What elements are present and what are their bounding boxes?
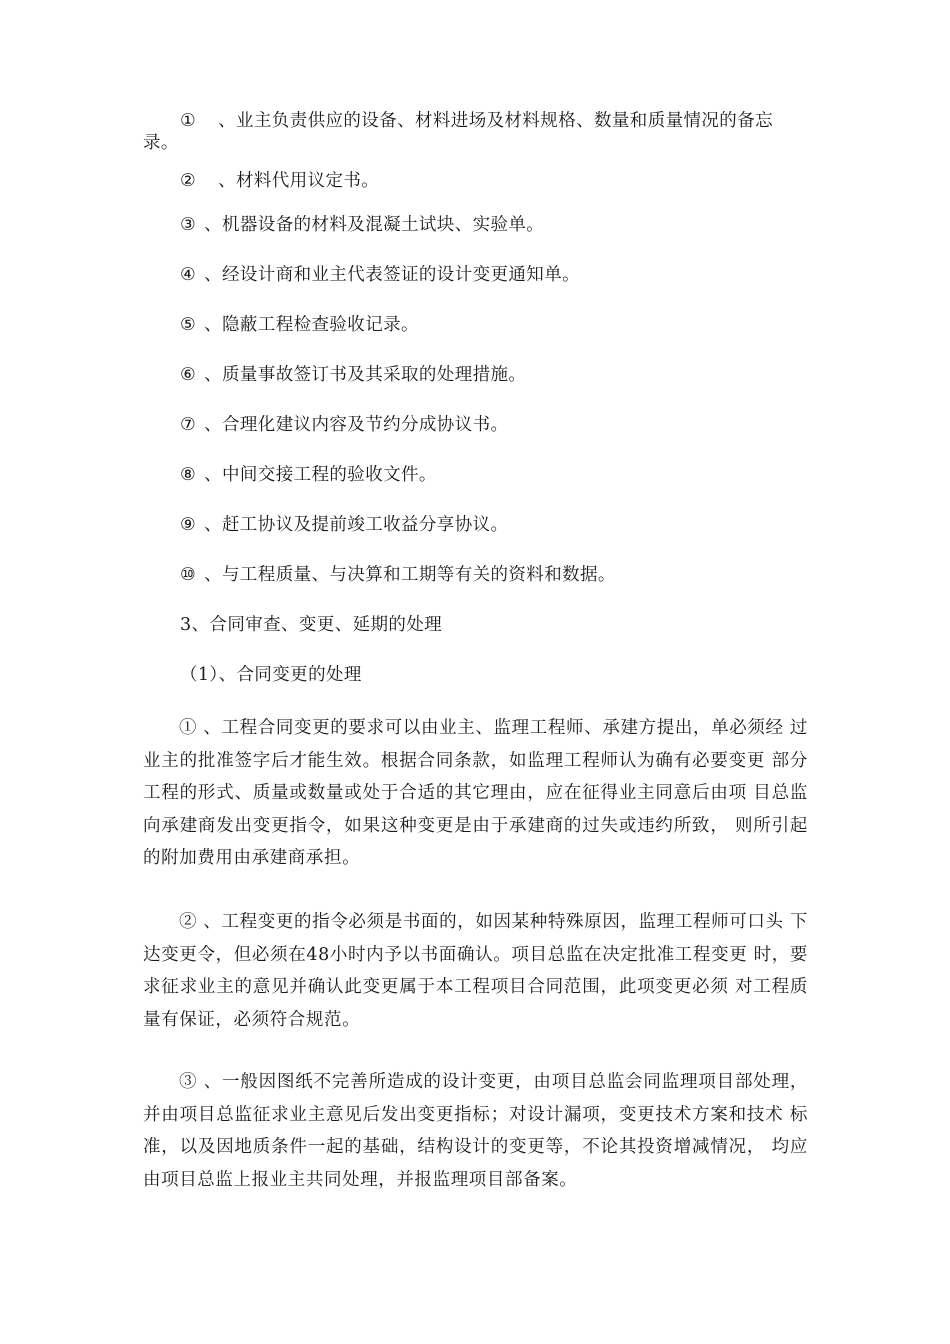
item-marker: ③ [180, 215, 197, 235]
list-item-9 [180, 514, 508, 536]
item-marker: ⑤ [180, 315, 197, 335]
list-item-4 [180, 264, 580, 286]
section-heading: 3、合同审查、变更、延期的处理 [180, 615, 443, 635]
list-item-1-continuation: 录。 [143, 133, 179, 153]
item-text: 、隐蔽工程检查验收记录。 [204, 315, 419, 335]
list-item-6 [180, 364, 526, 386]
item-marker: ① [180, 111, 197, 131]
item-text: 、质量事故签订书及其采取的处理措施。 [204, 365, 527, 385]
sub-heading: （1）、合同变更的处理 [180, 665, 362, 685]
item-marker: ② [180, 171, 197, 191]
item-text: 、赶工协议及提前竣工收益分享协议。 [204, 515, 509, 535]
list-item-7 [180, 414, 508, 436]
item-text: 、材料代用议定书。 [218, 171, 380, 191]
list-item-5 [180, 314, 419, 336]
item-marker: ⑨ [180, 515, 197, 535]
paragraph-2: ② 、工程变更的指令必须是书面的，如因某种特殊原因，监理工程师可口头 下达变更令，但必须在48小时内予以书面确认。项目总监在决定批准工程变更 时，要求征求业主的意见并确认此变更属于本工程项目合同范围，此项变更必须 对工程质量有保证，必须符合规范。 [143, 912, 808, 1030]
item-marker: ⑥ [180, 365, 197, 385]
list-item-10 [180, 564, 616, 586]
item-marker: ⑧ [180, 465, 197, 485]
item-text: 、业主负责供应的设备、材料进场及材料规格、数量和质量情况的备忘 [218, 111, 773, 131]
list-item-1 [180, 110, 773, 132]
item-text: 、机器设备的材料及混凝土试块、实验单。 [204, 215, 545, 235]
item-marker: ④ [180, 265, 197, 285]
paragraph-1: ① 、工程合同变更的要求可以由业主、监理工程师、承建方提出，单必须经 过业主的批准签字后才能生效。根据合同条款，如监理工程师认为确有必要变更 部分工程的形式、质量或数量或处于合适的其它理由，应在征得业主同意后由项 目总监向承建商发出变更指令，如果这种变更是由于承建商的过失或违约所致， 则所引起的附加费用由承建商承担。 [143, 718, 808, 868]
item-text: 、与工程质量、与决算和工期等有关的资料和数据。 [204, 565, 616, 585]
list-item-2 [180, 170, 379, 192]
item-marker: ⑦ [180, 415, 197, 435]
paragraph-3: ③ 、一般因图纸不完善所造成的设计变更，由项目总监会同监理项目部处理， 并由项目总监征求业主意见后发出变更指标；对设计漏项，变更技术方案和技术 标准，以及因地质条件一起的基础，结构设计的变更等，不论其投资增减情况， 均应由项目总监上报业主共同处理，并报监理项目部备案。 [143, 1072, 808, 1190]
list-item-3 [180, 214, 544, 236]
item-marker: ⑩ [180, 565, 197, 585]
list-item-8 [180, 464, 437, 486]
item-text: 、中间交接工程的验收文件。 [204, 465, 437, 485]
item-text: 、经设计商和业主代表签证的设计变更通知单。 [204, 265, 580, 285]
item-text: 、合理化建议内容及节约分成协议书。 [204, 415, 509, 435]
